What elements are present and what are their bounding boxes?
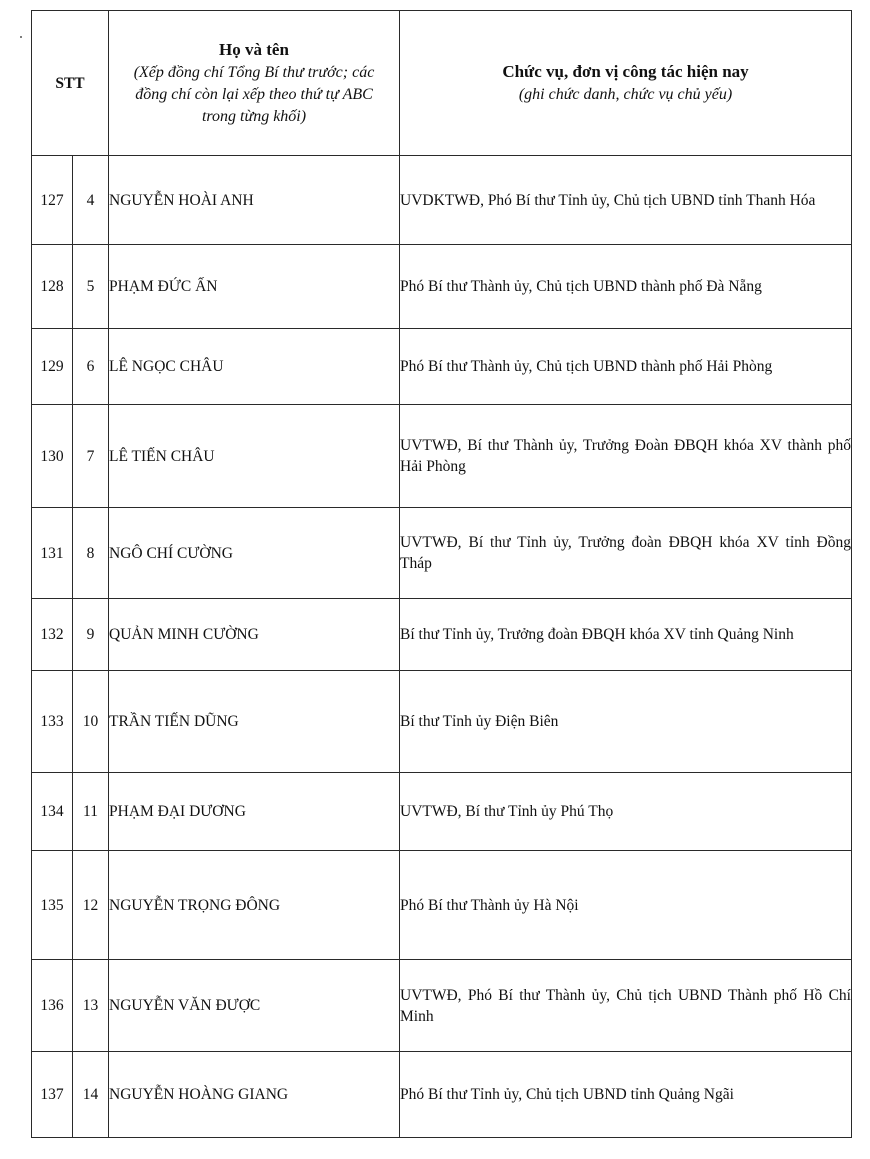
row-role: UVTWĐ, Bí thư Tỉnh ủy Phú Thọ <box>400 773 852 851</box>
table-header-row <box>32 11 852 156</box>
row-stt: 135 <box>32 851 73 960</box>
name-header-note: (Xếp đồng chí Tổng Bí thư trước; các đồng chí còn lại xếp theo thứ tự ABC trong từng khối) <box>133 63 375 125</box>
table-row <box>32 245 852 329</box>
role-header <box>400 11 852 156</box>
stt-header: STT <box>32 11 109 156</box>
row-role: Phó Bí thư Thành ủy Hà Nội <box>400 851 852 960</box>
row-name: NGÔ CHÍ CƯỜNG <box>109 508 400 599</box>
name-header-title: Họ và tên <box>219 39 289 59</box>
row-sub-stt: 14 <box>73 1052 109 1138</box>
row-sub-stt: 10 <box>73 671 109 773</box>
row-sub-stt: 8 <box>73 508 109 599</box>
row-stt: 137 <box>32 1052 73 1138</box>
row-sub-stt: 7 <box>73 405 109 508</box>
row-name: LÊ TIẾN CHÂU <box>109 405 400 508</box>
row-stt: 136 <box>32 960 73 1052</box>
row-role: UVTWĐ, Phó Bí thư Thành ủy, Chủ tịch UBND Thành phố Hồ Chí Minh <box>400 960 852 1052</box>
row-role: UVDKTWĐ, Phó Bí thư Tỉnh ủy, Chủ tịch UBND tỉnh Thanh Hóa <box>400 156 852 245</box>
row-name: NGUYỄN HOÀNG GIANG <box>109 1052 400 1138</box>
row-name: QUẢN MINH CƯỜNG <box>109 599 400 671</box>
table-row <box>32 773 852 851</box>
row-sub-stt: 12 <box>73 851 109 960</box>
personnel-table <box>31 10 852 1138</box>
row-role: Phó Bí thư Thành ủy, Chủ tịch UBND thành phố Đà Nẵng <box>400 245 852 329</box>
row-stt: 131 <box>32 508 73 599</box>
table-row <box>32 960 852 1052</box>
scan-speck <box>20 36 22 38</box>
row-stt: 127 <box>32 156 73 245</box>
table-row <box>32 329 852 405</box>
row-sub-stt: 4 <box>73 156 109 245</box>
row-sub-stt: 9 <box>73 599 109 671</box>
row-role: Bí thư Tỉnh ủy Điện Biên <box>400 671 852 773</box>
table-row <box>32 671 852 773</box>
row-role: UVTWĐ, Bí thư Thành ủy, Trưởng Đoàn ĐBQH khóa XV thành phố Hải Phòng <box>400 405 852 508</box>
row-sub-stt: 11 <box>73 773 109 851</box>
table-row <box>32 1052 852 1138</box>
table-row <box>32 405 852 508</box>
row-name: NGUYỄN TRỌNG ĐÔNG <box>109 851 400 960</box>
row-name: NGUYỄN VĂN ĐƯỢC <box>109 960 400 1052</box>
row-name: NGUYỄN HOÀI ANH <box>109 156 400 245</box>
table-row <box>32 156 852 245</box>
row-name: PHẠM ĐỨC ẤN <box>109 245 400 329</box>
row-stt: 128 <box>32 245 73 329</box>
row-role: UVTWĐ, Bí thư Tỉnh ủy, Trưởng đoàn ĐBQH khóa XV tỉnh Đồng Tháp <box>400 508 852 599</box>
row-name: TRẦN TIẾN DŨNG <box>109 671 400 773</box>
table-row <box>32 599 852 671</box>
table-row <box>32 508 852 599</box>
row-name: LÊ NGỌC CHÂU <box>109 329 400 405</box>
row-stt: 129 <box>32 329 73 405</box>
row-sub-stt: 6 <box>73 329 109 405</box>
name-header <box>109 11 400 156</box>
row-role: Bí thư Tỉnh ủy, Trưởng đoàn ĐBQH khóa XV tỉnh Quảng Ninh <box>400 599 852 671</box>
row-stt: 132 <box>32 599 73 671</box>
row-sub-stt: 5 <box>73 245 109 329</box>
row-stt: 134 <box>32 773 73 851</box>
role-header-note: (ghi chức danh, chức vụ chủ yếu) <box>518 85 733 103</box>
row-sub-stt: 13 <box>73 960 109 1052</box>
row-stt: 130 <box>32 405 73 508</box>
row-stt: 133 <box>32 671 73 773</box>
role-header-title: Chức vụ, đơn vị công tác hiện nay <box>502 61 749 81</box>
row-role: Phó Bí thư Tỉnh ủy, Chủ tịch UBND tỉnh Quảng Ngãi <box>400 1052 852 1138</box>
table-row <box>32 851 852 960</box>
row-name: PHẠM ĐẠI DƯƠNG <box>109 773 400 851</box>
row-role: Phó Bí thư Thành ủy, Chủ tịch UBND thành phố Hải Phòng <box>400 329 852 405</box>
